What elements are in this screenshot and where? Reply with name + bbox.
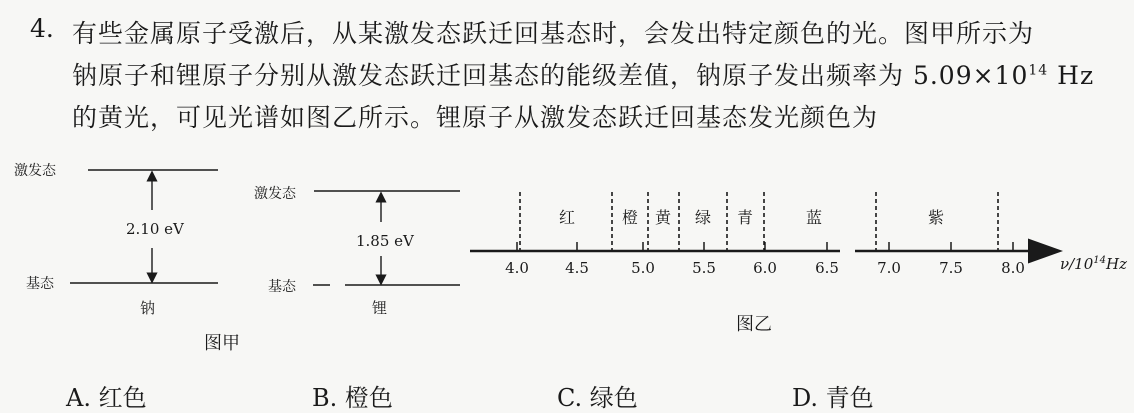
- lithium-label: 锂: [372, 299, 388, 317]
- sodium-excited-label: 激发态: [14, 163, 56, 179]
- question-line-1: 有些金属原子受激后，从某激发态跃迁回基态时，会发出特定颜色的光。图甲所示为: [72, 19, 1035, 48]
- option-b[interactable]: [312, 378, 393, 413]
- spectrum-color-label: 蓝: [805, 208, 823, 227]
- option-a-text: 红色: [98, 384, 147, 412]
- sodium-ground-label: 基态: [26, 276, 54, 292]
- spectrum-color-label: 黄: [654, 208, 672, 227]
- question-number: 4.: [30, 14, 54, 43]
- figure-yi-caption: 图乙: [736, 314, 772, 335]
- spectrum-tick-label: 5.0: [631, 259, 655, 277]
- option-d-text: 青色: [825, 384, 874, 412]
- spectrum-boundaries: [520, 192, 998, 251]
- spectrum-color-label: 青: [736, 208, 754, 227]
- lithium-energy-gap: 1.85 eV: [356, 232, 414, 250]
- spectrum-ticks: [505, 242, 1025, 277]
- lithium-ground-label: 基态: [268, 279, 296, 295]
- spectrum-color-labels: [559, 208, 944, 227]
- option-b-letter: B.: [312, 384, 338, 412]
- question-line-3: 的黄光，可见光谱如图乙所示。锂原子从激发态跃迁回基态发光颜色为: [72, 103, 879, 132]
- spectrum-tick-label: 6.5: [815, 259, 839, 277]
- sodium-energy-gap: 2.10 eV: [126, 220, 184, 238]
- sodium-label: 钠: [140, 299, 156, 317]
- option-a[interactable]: [66, 378, 147, 413]
- question-line-2-text: 钠原子和锂原子分别从激发态跃迁回基态的能级差值，钠原子发出频率为 5.09×10: [72, 61, 1029, 90]
- axis-label-unit: Hz: [1106, 255, 1127, 273]
- spectrum-color-label: 绿: [694, 208, 712, 227]
- question-line-2-exponent: 14: [1028, 62, 1049, 79]
- spectrum-tick-label: 7.5: [939, 259, 963, 277]
- spectrum-tick-label: 4.5: [565, 259, 589, 277]
- axis-label-exponent: 14: [1093, 255, 1106, 266]
- spectrum-tick-label: 7.0: [877, 259, 901, 277]
- lithium-excited-label: 激发态: [254, 186, 296, 202]
- option-a-letter: A.: [66, 384, 91, 412]
- figure-jia-caption: 图甲: [204, 333, 240, 354]
- spectrum-tick-label: 5.5: [692, 259, 716, 277]
- spectrum-tick-label: 8.0: [1001, 259, 1025, 277]
- option-d[interactable]: [792, 378, 874, 413]
- axis-label-text: ν/10: [1060, 255, 1094, 273]
- option-b-text: 橙色: [344, 384, 393, 412]
- option-c-letter: C.: [557, 384, 583, 412]
- option-d-letter: D.: [792, 384, 819, 412]
- spectrum-color-label: 紫: [927, 208, 945, 227]
- option-c[interactable]: [557, 378, 638, 413]
- spectrum-axis-label: [1060, 255, 1127, 273]
- option-c-text: 绿色: [589, 384, 638, 412]
- spectrum-color-label: 红: [558, 208, 576, 227]
- spectrum-color-label: 橙: [621, 208, 639, 227]
- spectrum-tick-label: 6.0: [753, 259, 777, 277]
- question-line-2-unit: Hz: [1048, 61, 1095, 90]
- spectrum-tick-label: 4.0: [505, 259, 529, 277]
